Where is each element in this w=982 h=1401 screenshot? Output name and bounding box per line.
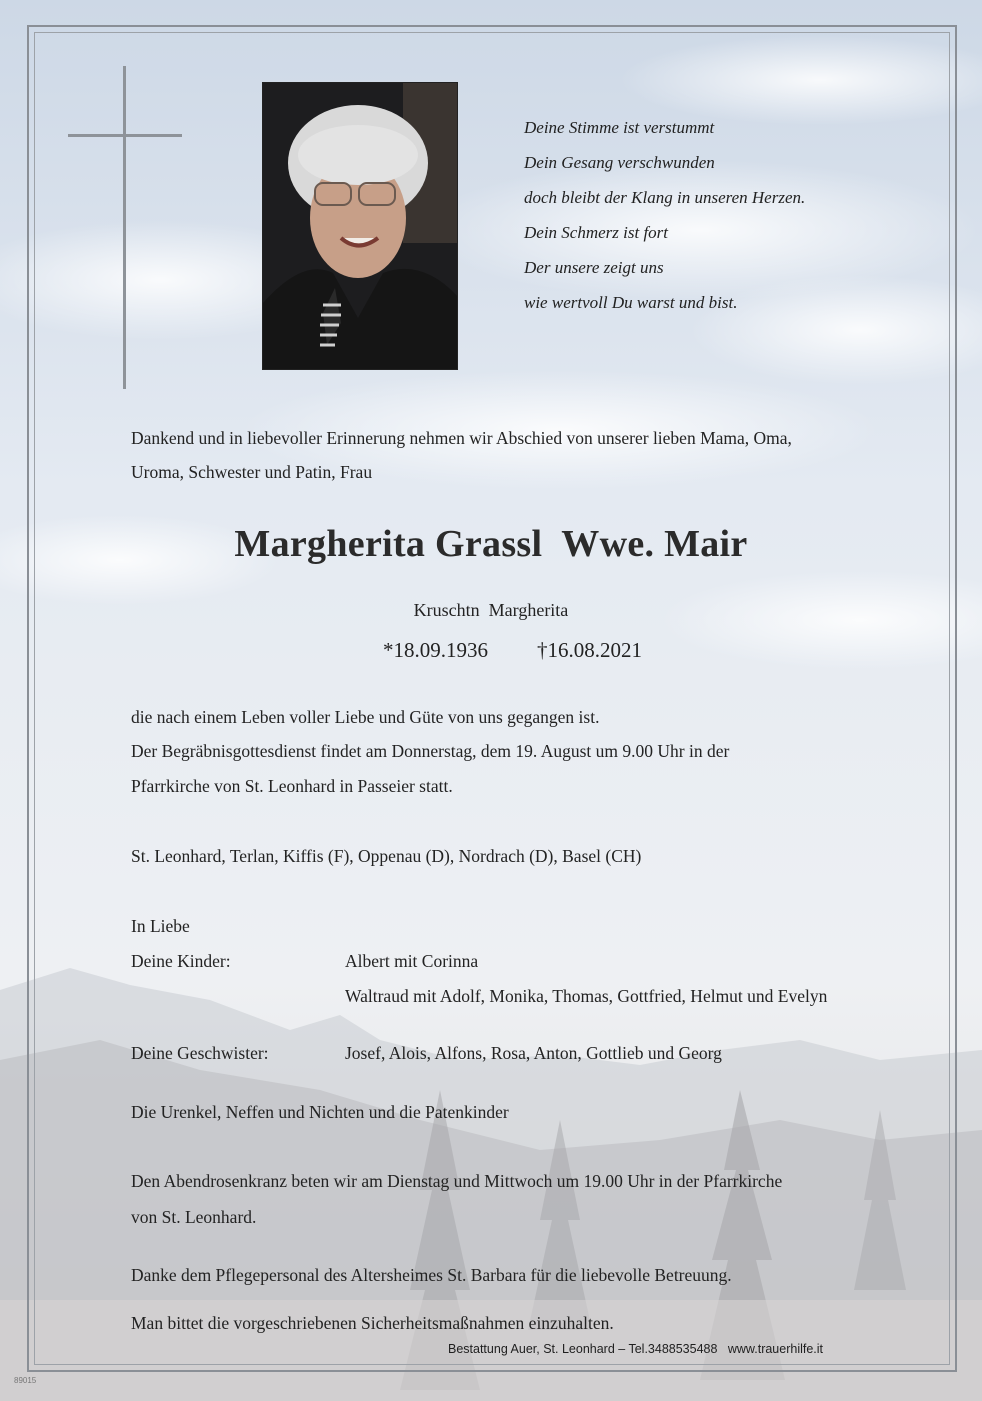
funeral-line: Pfarrkirche von St. Leonhard in Passeier statt.	[131, 776, 453, 796]
poem-line: Dein Schmerz ist fort	[524, 223, 669, 242]
portrait-photo	[262, 82, 458, 370]
inner-border	[34, 32, 950, 1365]
poem-line: wie wertvoll Du warst und bist.	[524, 293, 738, 312]
thanks: Danke dem Pflegepersonal des Altersheimes St. Barbara für die liebevolle Betreuung.	[131, 1265, 732, 1285]
poem-line: doch bleibt der Klang in unseren Herzen.	[524, 188, 806, 207]
places: St. Leonhard, Terlan, Kiffis (F), Oppenau (D), Nordrach (D), Basel (CH)	[131, 846, 642, 866]
death-date: †16.08.2021	[537, 638, 642, 662]
poem-line: Der unsere zeigt uns	[524, 258, 664, 277]
poem	[524, 110, 805, 320]
in-love: In Liebe	[131, 916, 190, 936]
grandchildren: Die Urenkel, Neffen und Nichten und die Patenkinder	[131, 1102, 509, 1122]
cross-icon-horizontal	[68, 134, 182, 137]
children-line: Waltraud mit Adolf, Monika, Thomas, Gottfried, Helmut und Evelyn	[345, 986, 828, 1006]
birth-date: *18.09.1936	[383, 638, 488, 662]
print-code: 89015	[14, 1376, 37, 1385]
safety-notice: Man bittet die vorgeschriebenen Sicherheitsmaßnahmen einzuhalten.	[131, 1313, 614, 1333]
poem-line: Deine Stimme ist verstummt	[524, 118, 715, 137]
cross-icon-vertical	[123, 66, 126, 389]
siblings-value: Josef, Alois, Alfons, Rosa, Anton, Gottlieb und Georg	[345, 1043, 722, 1063]
funeral-line: Der Begräbnisgottesdienst findet am Donnerstag, dem 19. August um 9.00 Uhr in der	[131, 741, 730, 761]
intro-line: Dankend und in liebevoller Erinnerung nehmen wir Abschied von unserer lieben Mama, Oma,	[131, 428, 792, 448]
deceased-name: Margherita Grassl Wwe. Mair	[234, 523, 748, 565]
undertaker-footer: Bestattung Auer, St. Leonhard – Tel.3488535488 www.trauerhilfe.it	[448, 1342, 824, 1356]
funeral-line: die nach einem Leben voller Liebe und Güte von uns gegangen ist.	[131, 707, 600, 727]
children-label: Deine Kinder:	[131, 951, 231, 971]
rosary-line: Den Abendrosenkranz beten wir am Dienstag und Mittwoch um 19.00 Uhr in der Pfarrkirche	[131, 1171, 783, 1191]
children-line: Albert mit Corinna	[345, 951, 479, 971]
siblings-label: Deine Geschwister:	[131, 1043, 269, 1063]
intro-line: Uroma, Schwester und Patin, Frau	[131, 462, 373, 482]
rosary-line: von St. Leonhard.	[131, 1207, 257, 1227]
nickname: Kruschtn Margherita	[413, 600, 569, 620]
poem-line: Dein Gesang verschwunden	[524, 153, 715, 172]
